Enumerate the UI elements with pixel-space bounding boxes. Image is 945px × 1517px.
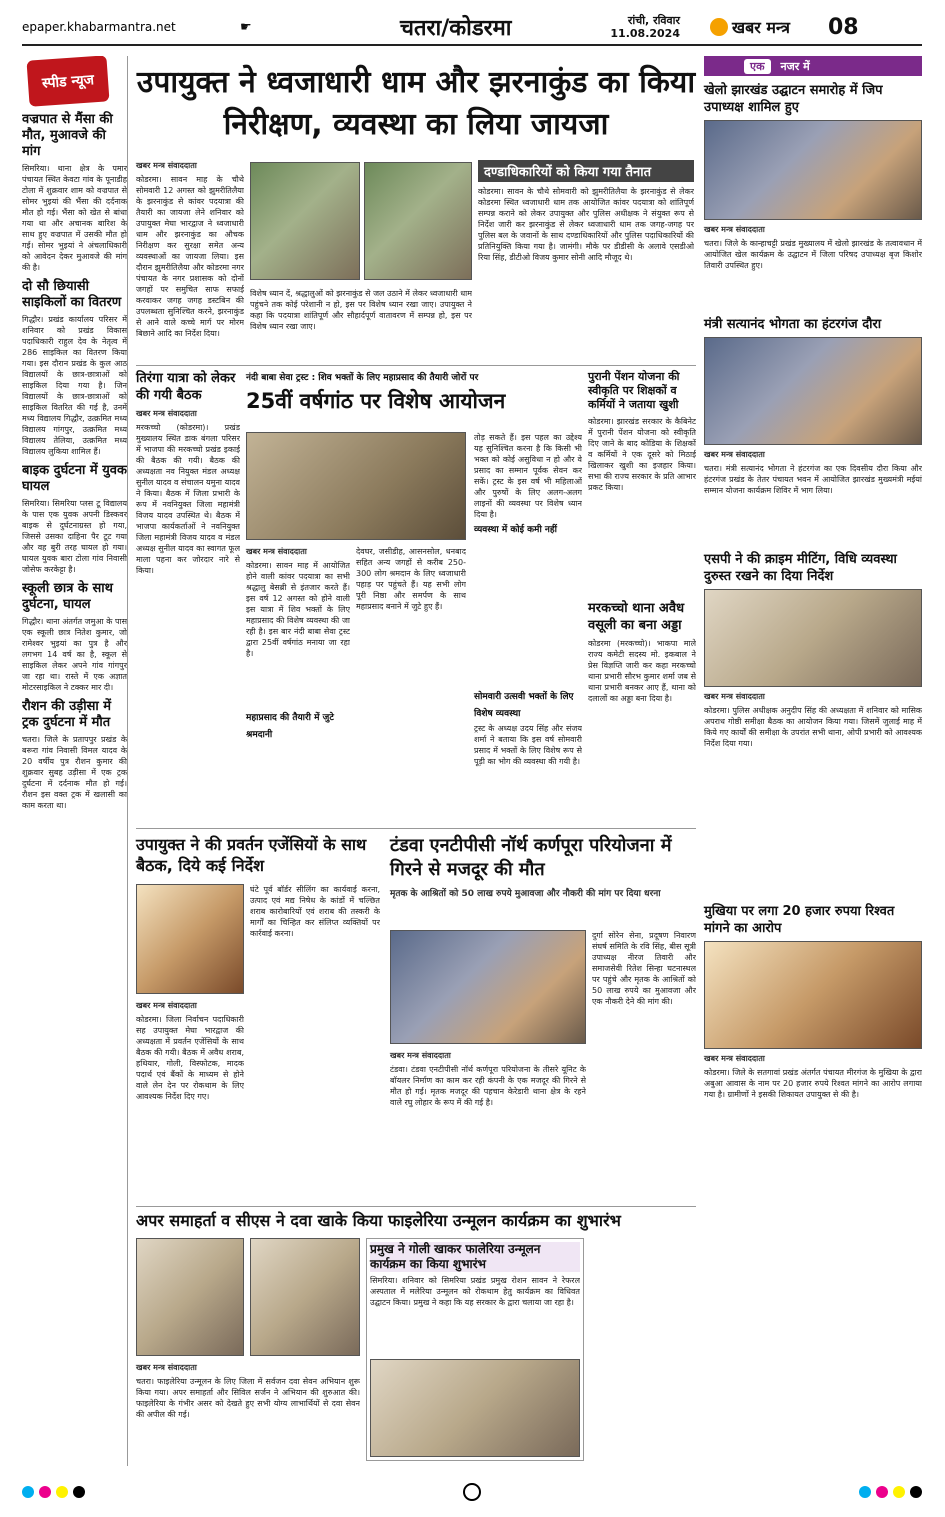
bhogta-photo bbox=[704, 337, 922, 445]
nandi-body-2: देवघर, जसीडीह, आसनसोल, धनबाद सहित अन्य जगहों से करीब 250-300 लोग श्रमदान के लिए ध्वजाधारी पहाड़ पर पहुंचते हैं। यह सभी लोग पूरी निष्ठा और समर्पण के साथ महाप्रसाद बनाने में जुटे हुए हैं। bbox=[356, 547, 466, 611]
black-dot bbox=[910, 1486, 922, 1498]
byline: खबर मन्त्र संवाददाता bbox=[136, 161, 197, 170]
byline: खबर मन्त्र संवाददाता bbox=[136, 1001, 197, 1010]
byline: खबर मन्त्र संवाददाता bbox=[136, 409, 197, 418]
filaria-col bbox=[136, 1362, 360, 1476]
right-item-body: चतरा। जिले के कान्हाचट्टी प्रखंड मुख्यालय में खेलो झारखंड के तत्वावधान में आयोजित खेल कार्यक्रम के उद्घाटन में जिला परिषद उपाध्यक्ष बृज किशोर तिवारी उपस्थित हुए। bbox=[704, 239, 922, 270]
pension-story bbox=[588, 370, 696, 566]
byline: खबर मन्त्र संवाददाता bbox=[704, 692, 765, 701]
upayukt-photo bbox=[136, 884, 244, 994]
tandwa-photo bbox=[390, 930, 586, 1044]
tandwa-headline: टंडवा एनटीपीसी नॉर्थ कर्णपूरा परियोजना में गिरने से मजदूर की मौत bbox=[390, 835, 672, 880]
brand-logo bbox=[710, 16, 820, 38]
nandi-sub-3: सोमवारी उत्सवी भक्तों के लिए विशेष व्यवस्था bbox=[474, 692, 574, 719]
crime-meeting-photo bbox=[704, 589, 922, 687]
yellow-dot bbox=[893, 1486, 905, 1498]
markacho-story bbox=[588, 600, 696, 818]
right-item-1 bbox=[704, 82, 922, 308]
masthead bbox=[22, 10, 922, 46]
nandi-kicker: नंदी बाबा सेवा ट्रस्ट : शिव भक्तों के लिए महाप्रसाद की तैयारी जोरों पर bbox=[246, 373, 479, 383]
nandi-sub-1: महाप्रसाद की तैयारी में जुटे श्रमदानी bbox=[246, 713, 334, 740]
main-photo-2 bbox=[364, 162, 472, 280]
color-dots-left bbox=[22, 1486, 85, 1498]
ek-label: एक bbox=[744, 59, 771, 74]
filaria-story bbox=[136, 1210, 696, 1232]
nandi-photo bbox=[246, 432, 466, 540]
edition-date bbox=[570, 14, 680, 40]
byline: खबर मन्त्र संवाददाता bbox=[390, 1051, 451, 1060]
tandwa-col-1 bbox=[390, 1050, 586, 1204]
site-url[interactable]: epaper.khabarmantra.net bbox=[22, 20, 176, 34]
speed-news-logo: स्पीड न्यूज bbox=[26, 56, 109, 107]
upayukt-body-2: घंटे पूर्व बॉर्डर सीलिंग का कार्यवाई करना, उत्पाद एवं मद्य निषेध के कांडों में चल्छित शराब कारोबारियों एवं शराब की तस्करी के मार्गों का चिन्हित कर संलिप्त व्यक्तियों पर कार्रवाई करना। bbox=[250, 885, 380, 938]
right-item-3 bbox=[704, 551, 922, 895]
tandwa-body-2: दुर्गा सोरेन सेना, प्रदूषण निवारण संघर्ष समिति के रवि सिंह, बीस सूत्री उपाध्यक्ष नीरज तिवारी और समाजसेवी रितेश सिन्हा घटनास्थल पर पहुंचे और मृतक के आश्रितों को 50 लाख रुपये का मुआवजा और एक नौकरी देने की मांग की। bbox=[592, 931, 696, 1006]
right-item-body: कोडरमा। पुलिस अधीक्षक अनुदीप सिंह की अध्यक्षता में शनिवार को मासिक अपराध गोष्ठी समीक्षा बैठक का आयोजन किया गया। जिसमें जुलाई माह में किये गए कार्यों की समीक्षा के उपरांत सभी थाना, ओपी प्रभारी को आवश्यक निर्देश दिया गया। bbox=[704, 706, 922, 748]
nandi-story bbox=[246, 370, 580, 415]
tiranga-body: मरकच्चो (कोडरमा)। प्रखंड मुख्यालय स्थित डाक बंगला परिसर में भाजपा की मरकच्चो प्रखंड इकाई की बैठक की गयी। बैठक की अध्यक्षता नव नियुक्त मंडल अध्यक्ष सुनील यादव व संचालन यमुना यादव ने किया। बैठक में जिला प्रभारी के रूप में नवनियुक्त जिला महामंत्री विजय यादव उपस्थित थे। बैठक में भाजपा कार्यकर्ताओं ने नवनियुक्त जिला महामंत्री विजय यादव व मंडल अध्यक्ष सुनील यादव का स्वागत फूल माला पहना कर जोरदार नारे से किया। bbox=[136, 423, 240, 575]
speed-news-column bbox=[22, 56, 128, 1466]
nandi-col-3 bbox=[474, 432, 582, 833]
pension-head: पुरानी पेंशन योजना की स्वीकृति पर शिक्षकों व कर्मियों ने जताया खुशी bbox=[588, 370, 680, 411]
dandadhikari-box bbox=[478, 160, 694, 366]
filaria-box-photo bbox=[370, 1359, 580, 1457]
left-item-1 bbox=[22, 112, 127, 273]
divider bbox=[136, 1206, 696, 1207]
logo-circle-icon bbox=[710, 18, 728, 36]
main-story-col-2 bbox=[250, 288, 472, 360]
upayukt-meeting-head: उपायुक्त ने की प्रवर्तन एजेंसियों के साथ बैठक, दिये कई निर्देश bbox=[136, 835, 367, 875]
city-day: रांची, रविवार bbox=[627, 14, 680, 27]
upayukt-body: कोडरमा। जिला निर्वाचन पदाधिकारी सह उपायुक्त मेघा भारद्वाज की अध्यक्षता में प्रवर्तन एजेंसियों के साथ बैठक की गयी। बैठक में अवैध शराब, हथियार, गोली, विस्फोटक, मादक पदार्थ एवं बैंकों के माध्यम से होने वाले लेन देन पर रोकथाम के लिए आवश्यक निर्देश दिए गए। bbox=[136, 1015, 244, 1101]
byline: खबर मन्त्र संवाददाता bbox=[704, 225, 765, 234]
cyan-dot bbox=[859, 1486, 871, 1498]
byline: खबर मन्त्र संवाददाता bbox=[704, 1054, 765, 1063]
right-item-head: मुखिया पर लगा 20 हजार रुपया रिश्वत मांगने का आरोप bbox=[704, 904, 895, 936]
pension-body: कोडरमा। झारखंड सरकार के कैबिनेट में पुरानी पेंशन योजना को स्वीकृति दिए जाने के बाद कोडिया के शिक्षकों व कर्मियों ने एक दूसरे को मिठाई खिलाकर खुशी का इजहार किया। सभा की राज्य सरकार के प्रति आभार प्रकट किया। bbox=[588, 417, 696, 492]
right-item-2 bbox=[704, 316, 922, 543]
left-item-5 bbox=[22, 699, 127, 811]
right-item-body: कोडरमा। जिले के सतगावां प्रखंड अंतर्गत पंचायत मीरगंज के मुखिया के द्वारा अबुआ आवास के नाम पर 20 हजार रुपये रिश्वत मांगने का आरोप लगाया गया है। ग्रामीणों ने इसकी शिकायत उपायुक्त से की है। bbox=[704, 1068, 922, 1099]
nandi-body-1: कोडरमा। सावन माह में आयोजित होने वाली कांवर पदयात्रा का सभी श्रद्धालु बेसब्री से इंतजार करते हैं। इस वर्ष 12 अगस्त को होने वाली इस यात्रा में शिव भक्तों के लिए महाप्रसाद की विशेष व्यवस्था की जा रही है। इस बार नंदी बाबा सेवा ट्रस्ट द्वारा 25वीं वर्षगांठ मनाया जा रहा है। bbox=[246, 561, 350, 658]
left-item-4 bbox=[22, 581, 127, 693]
left-item-head: वज्रपात से मैंसा की मौत, मुआवजे की मांग bbox=[22, 112, 113, 159]
section-title: चतरा/कोडरमा bbox=[400, 16, 512, 41]
nandi-sub-2: व्यवस्था में कोई कमी नहीं bbox=[474, 525, 558, 535]
markacho-head: मरकच्चो थाना अवैध वसूली का बना अड्डा bbox=[588, 601, 685, 633]
main-story-body-2: विशेष ध्यान दें, श्रद्धालुओं को झरनाकुंड से जल उठाने में लेकर ध्वजाधारी धाम पहुंचने तक कोई परेशानी न हो, इस पर विशेष ध्यान रखा जाए। उपायुक्त ने कहा कि पदयात्रा शांतिपूर्ण और सौहार्दपूर्ण वातावरण में सम्पन्न हो, इस पर विशेष ध्यान रखा जाए। bbox=[250, 289, 472, 331]
khelo-photo bbox=[704, 120, 922, 220]
cursor-icon: ☛ bbox=[240, 19, 252, 35]
color-dots-right bbox=[859, 1486, 922, 1498]
byline: खबर मन्त्र संवाददाता bbox=[136, 1363, 197, 1372]
left-item-3 bbox=[22, 463, 127, 575]
divider bbox=[136, 828, 696, 829]
left-item-head: बाइक दुर्घटना में युवक घायल bbox=[22, 463, 127, 494]
filaria-body: चतरा। फाइलेरिया उन्मूलन के लिए जिला में सर्वजन दवा सेवन अभियान शुरू किया गया। अपर समाहर्ता और सिविल सर्जन ने अभियान की शुरुआत की। फाइलेरिया के गंभीर असर को देखते हुए सभी योग्य लाभार्थियों से दवा सेवन की अपील की गई। bbox=[136, 1377, 360, 1419]
tandwa-col-2 bbox=[592, 930, 696, 1200]
ek-nazar-column bbox=[704, 56, 922, 1187]
divider bbox=[136, 365, 696, 366]
right-item-4 bbox=[704, 903, 922, 1187]
byline: खबर मन्त्र संवाददाता bbox=[246, 547, 307, 556]
main-story-body-1: कोडरमा। सावन माह के चौथे सोमवारी 12 अगस्त को झुमरीतिलैया के झरनाकुंड से कांवर पदयात्रा की तैयारी का जायजा लेने शनिवार को उपायुक्त मेघा भारद्वाज ने ध्वजाधारी धाम और झरनाकुंड का औचक निरीक्षण कर सुरक्षा समेत अन्य व्यवस्थाओं का जायजा लिया। इस दौरान झुमरीतिलैया और कोडरमा नगर पंचायत के नगर प्रशासक को दोनों जगहों पर समुचित साफ सफाई करवाकर जगह जगह डस्टबिन की उपलब्धता सुनिश्चित करने, झरनाकुंड से आने वाले कच्चे मार्ग पर मोरम बिछाने आदि का निर्देश दिया। bbox=[136, 175, 244, 338]
left-item-body: सिमरिया। थाना क्षेत्र के पमार पंचायत स्थित केवटा गांव के पूनाडीह टोला में शुक्रवार शाम को वज्रपात से सोमर भुइयां की भैंसा की दर्दनाक मौत हो गई। भैंसा को खेत से बांधा गया था और अचानक बारिश के साथ हुए वज्रपात में उसकी मौत हो गई। सोमर भुइयां ने अंचलाधिकारी को आवेदन देकर मुआवजे की मांग की है। bbox=[22, 164, 127, 272]
nandi-body-3: तोड़ सकते हैं। इस पहल का उद्देश्य यह सुनिश्चित करना है कि किसी भी भक्त को कोई असुविधा न हो और वे प्रसाद का सम्मान पूर्वक सेवन कर सकें। ट्रस्ट के इस वर्ष भी महिलाओं और पुरुषों के लिए अलग-अलग लाइनों की व्यवस्था पर विशेष ध्यान दिया है। bbox=[474, 433, 582, 519]
main-story-col-1 bbox=[136, 160, 244, 374]
main-photo-1 bbox=[250, 162, 360, 280]
left-item-head: स्कूली छात्र के साथ दुर्घटना, घायल bbox=[22, 581, 113, 612]
date-text: 11.08.2024 bbox=[610, 27, 680, 40]
nandi-col-1 bbox=[246, 546, 350, 744]
tandwa-story bbox=[390, 834, 696, 899]
right-item-head: खेलो झारखंड उद्घाटन समारोह में जिप उपाध्यक्ष शामिल हुए bbox=[704, 83, 883, 115]
left-item-body: चतरा। जिले के प्रतापपुर प्रखंड के बरूरा गांव निवासी विमल यादव के 20 वर्षीय पुत्र रौशन कुमार की शुक्रवार सुबह उड़ीसा में एक ट्रक दुर्घटना में दर्दनाक मौत हो गई। रौशन इस वक्त ट्रक में खलासी का काम करता था। bbox=[22, 735, 127, 810]
nandi-headline: 25वीं वर्षगांठ पर विशेष आयोजन bbox=[246, 389, 506, 413]
markacho-body: कोडरमा (मरकच्चो)। भाकपा माले राज्य कमेटी सदस्य मो. इकबाल ने प्रेस विज्ञप्ति जारी कर कहा मरकच्चो थाना प्रभारी सौरभ कुमार शर्मा जब से थाना प्रभारी बनकर आए हैं, थाना को दलालों का अड्डा बना दिया है। bbox=[588, 639, 696, 703]
filaria-photo-2 bbox=[250, 1238, 360, 1356]
upayukt-col-2 bbox=[250, 884, 380, 1204]
magenta-dot bbox=[876, 1486, 888, 1498]
tandwa-kicker: मृतक के आश्रितों को 50 लाख रुपये मुआवजा और नौकरी की मांग पर दिया धरना bbox=[390, 889, 661, 899]
filaria-headline: अपर समाहर्ता व सीएस ने दवा खाके किया फाइलेरिया उन्मूलन कार्यक्रम का शुभारंभ bbox=[136, 1211, 621, 1230]
left-item-2 bbox=[22, 279, 127, 457]
upayukt-col-1 bbox=[136, 1000, 244, 1214]
left-item-head: रौशन की उड़ीसा में ट्रक दुर्घटना में मौत bbox=[22, 699, 112, 730]
left-item-body: सिमरिया। सिमरिया प्लस टू विद्यालय के पास एक युवक अपनी डिस्कवर बाइक से दुर्घटनाग्रस्त हो गया, जिससे उसका दाहिना पैर टूट गया और वह बुरी तरह घायल हो गया। घायल युवक बारा टोला गांव निवासी जोसेफ करकेट्टा है। bbox=[22, 499, 127, 574]
magenta-dot bbox=[39, 1486, 51, 1498]
filaria-box bbox=[366, 1238, 584, 1461]
right-item-head: एसपी ने की क्राइम मीटिंग, विधि व्यवस्था दुरुस्त रखने का दिया निर्देश bbox=[704, 552, 897, 584]
filaria-box-body: सिमरिया। शनिवार को सिमरिया प्रखंड प्रमुख रोशन सावन ने रेफरल अस्पताल में मलेरिया उन्मूलन को रोकथाम हेतु कार्यक्रम का विधिवत उद्घाटन किया। प्रमुख ने कहा कि यह सरकार के द्वारा चलाया जा रहा है। bbox=[370, 1276, 580, 1307]
logo-text: खबर मन्त्र bbox=[732, 18, 790, 37]
ek-nazar-bar bbox=[704, 56, 922, 76]
page-number: 08 bbox=[828, 14, 859, 40]
filaria-box-head: प्रमुख ने गोली खाकर फालेरिया उन्मूलन कार्यक्रम का किया शुभारंभ bbox=[370, 1242, 580, 1272]
print-registration-bar bbox=[22, 1478, 922, 1506]
yellow-dot bbox=[56, 1486, 68, 1498]
left-item-body: गिद्धौर। थाना अंतर्गत जमुआ के पास एक स्कूली छात्र नितेश कुमार, जो रामेश्वर भुइयां का पुत्र है और लगभग 14 वर्ष का है, स्कूल से साइकिल लेकर अपने गांव गांगपुर जा रहा था। रास्ते में एक अज्ञात मोटरसाइकिल ने टक्कर मार दी। bbox=[22, 617, 127, 692]
tandwa-body-1: टंडवा। टंडवा एनटीपीसी नॉर्थ कर्णपूरा परियोजना के तीसरे यूनिट के बॉयलर निर्माण का काम कर रही कंपनी के एक मजदूर की गिरने से मौत हो गई। मृतक मजदूर की पहचान केरेडारी थाना क्षेत्र के रहने वाले रघु लोहार के रूप में की गई है। bbox=[390, 1065, 586, 1107]
cyan-dot bbox=[22, 1486, 34, 1498]
tiranga-story bbox=[136, 370, 240, 822]
nazar-label: नजर में bbox=[780, 59, 810, 73]
black-dot bbox=[73, 1486, 85, 1498]
box-head: दण्डाधिकारियों को किया गया तैनात bbox=[478, 160, 694, 182]
right-item-head: मंत्री सत्यानंद भोगता का हंटरगंज दौरा bbox=[704, 317, 882, 332]
nandi-body-4: ट्रस्ट के अध्यक्ष उदय सिंह और संजय शर्मा ने बताया कि इस वर्ष सोमवारी प्रसाद में भक्तों के लिए विशेष रूप से पूड़ी का भोग की व्यवस्था की गयी है। bbox=[474, 724, 582, 766]
box-body: कोडरमा। सावन के चौथे सोमवारी को झुमरीतिलैया के झरनाकुंड से लेकर कोडरमा स्थित ध्वजाधारी धाम तक आयोजित कांवर पदयात्रा को शांतिपूर्ण सम्पन्न कराने को लेकर उपायुक्त और पुलिस अधीक्षक ने संयुक्त रूप से निर्देश जारी कर झरनाकुंड से लेकर ध्वजाधारी धाम तक जगह-जगह पर पुलिस बल के जवानों के साथ दण्डाधिकारियों और पुलिस पदाधिकारियों की प्रतिनियुक्ति किया गया है। जामंगी। मौके पर डीडीसी के अलावे एसडीओ रिया सिंह, डीटीओ विजय कुमार सोनी आदि मौजूद थे। bbox=[478, 187, 694, 262]
main-headline: उपायुक्त ने ध्वजाधारी धाम और झरनाकुंड का किया निरीक्षण, व्यवस्था का लिया जायजा bbox=[136, 65, 696, 142]
crosshair-icon bbox=[463, 1483, 481, 1501]
filaria-photo-1 bbox=[136, 1238, 244, 1356]
upayukt-meeting-story bbox=[136, 834, 382, 876]
nandi-col-2 bbox=[356, 546, 466, 826]
left-item-head: दो सौ छियासी साइकिलों का वितरण bbox=[22, 279, 122, 310]
mukhiya-photo bbox=[704, 941, 922, 1049]
left-item-body: गिद्धौर। प्रखंड कार्यालय परिसर में शनिवार को प्रखंड विकास पदाधिकारी राहुल देव के नेतृत्व में 286 साइकिल का वितरण किया गया। इस दौरान प्रखंड के कुल आठ विद्यालयों के छात्र-छात्राओं को साइकिल दिया गया है। जिन विद्यालयों के छात्र-छात्राओं को साइकिल वितरित की गई है, उनमें मध्य विद्यालय गिद्धौर, उत्क्रमित मध्य विद्यालय गांगपुर, उत्क्रमित मध्य विद्यालय तेलिया, उत्क्रमित मध्य विद्यालय लुकिया शामिल हैं। bbox=[22, 315, 127, 456]
byline: खबर मन्त्र संवाददाता bbox=[704, 450, 765, 459]
tiranga-head: तिरंगा यात्रा को लेकर की गयी बैठक bbox=[136, 371, 236, 403]
right-item-body: चतरा। मंत्री सत्यानंद भोगता ने हंटरगंज का एक दिवसीय दौरा किया और हंटरगंज प्रखंड के तेतर पंचायत भवन में आयोजित झारखंड मुख्यमंत्री मईयां सम्मान योजना कार्यक्रम शिविर में भाग लिया। bbox=[704, 464, 922, 495]
